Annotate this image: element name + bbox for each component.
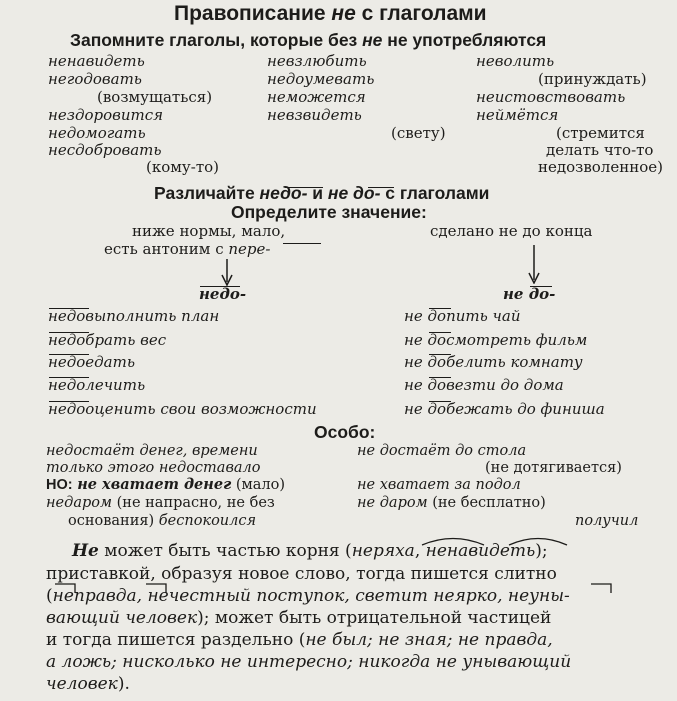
overline-mark: [429, 401, 451, 402]
remember-em: не: [362, 30, 383, 50]
root-arc-mark: [508, 536, 568, 546]
special-left-em: недаром: [46, 495, 113, 511]
remember-prefix: Запомните глаголы, которые без: [70, 30, 363, 50]
para-example: человек: [46, 674, 118, 694]
verb-item: негодовать: [48, 70, 142, 88]
special-right: [357, 496, 546, 511]
para-text: );: [535, 541, 548, 561]
special-heading: Особо:: [314, 422, 376, 442]
special-right: не хватает за подол: [357, 477, 521, 493]
title-prefix: Правописание: [174, 2, 332, 25]
verb-note: (кому-то): [146, 158, 220, 176]
verb-item: невзвидеть: [267, 106, 362, 124]
verb-item: неможется: [267, 88, 366, 106]
overline-mark: [429, 354, 451, 355]
prefix-ne-do-label: не до-: [327, 183, 381, 203]
verb-note: (возмущаться): [97, 88, 213, 106]
meaning-left-2-em: пере-: [228, 240, 271, 258]
overline-mark: [200, 286, 240, 287]
para-example: неправда, нечестный поступок, светит неярко, неуны-: [52, 586, 570, 606]
special-right-em: не даром: [357, 495, 428, 511]
special-left-note: (не напрасно, не без: [112, 495, 275, 511]
verb-item: недомогать: [48, 124, 146, 142]
para-text: (: [46, 586, 53, 606]
para-text: ); может быть отрицательной частицей: [197, 608, 552, 628]
example-right: не досмотреть фильм: [404, 331, 588, 349]
para-example: неряха: [351, 541, 415, 561]
special-left-em: не хватает денег: [77, 476, 232, 493]
page-title: [174, 3, 487, 24]
overline-mark: [530, 286, 552, 287]
special-right: не достаёт до стола: [357, 443, 527, 459]
para-text: и тогда пишется раздельно (: [46, 630, 306, 650]
overline-mark: [429, 377, 451, 378]
title-suffix: с глаголами: [355, 2, 487, 25]
para-text: ,: [414, 541, 426, 561]
prefix-mark: [590, 582, 612, 594]
prefix-mark: [54, 582, 76, 594]
paragraph-line: [46, 610, 551, 627]
para-example: вающий человек: [46, 608, 198, 628]
distinguish-mid: и: [307, 183, 328, 203]
verb-item: неистовствовать: [476, 88, 626, 106]
meaning-right: сделано не до конца: [430, 222, 593, 240]
overline-mark: [368, 187, 394, 188]
example-right: не добелить комнату: [404, 353, 583, 371]
verb-item: неволить: [476, 52, 555, 70]
overline-mark: [49, 401, 89, 402]
head-nedo: недо-: [199, 285, 247, 303]
example-left: недобрать вес: [48, 331, 167, 349]
title-em: не: [331, 2, 356, 25]
overline-mark: [429, 332, 451, 333]
para-text: может быть частью корня (: [98, 541, 352, 561]
overline-mark: [429, 308, 451, 309]
para-text: ).: [117, 674, 130, 694]
meaning-left: ниже нормы, мало,: [132, 222, 286, 240]
special-right: (не дотягивается): [485, 460, 622, 476]
verb-item: ненавидеть: [48, 52, 145, 70]
distinguish-suffix: с глаголами: [380, 183, 490, 203]
distinguish-prefix: Различайте: [154, 183, 260, 203]
example-left: недолечить: [48, 376, 146, 394]
special-left-note: основания): [68, 513, 159, 529]
para-example: не был; не зная; не правда,: [305, 630, 553, 650]
arrow-down-icon: [220, 258, 234, 286]
verb-note: (свету): [391, 124, 446, 142]
special-left: [46, 478, 285, 493]
overline-mark: [283, 243, 321, 244]
verb-note: недозволенное): [538, 158, 663, 176]
special-left: недостаёт денег, времени: [46, 443, 258, 459]
root-arc-mark: [421, 536, 485, 546]
verb-item: недоумевать: [267, 70, 375, 88]
special-left: только этого недоставало: [46, 460, 261, 476]
overline-mark: [49, 377, 89, 378]
example-right: не добежать до финиша: [404, 400, 605, 418]
overline-mark: [49, 308, 89, 309]
verb-note: делать что-то: [546, 141, 654, 159]
verb-note: (стремится: [556, 124, 645, 142]
verb-note: (принуждать): [538, 70, 647, 88]
overline-mark: [285, 187, 323, 188]
remember-heading: [70, 32, 546, 50]
arrow-down-icon: [527, 244, 541, 284]
special-left-note: (мало): [231, 477, 286, 493]
paragraph-line: [46, 676, 130, 693]
special-left-em: беспокоился: [158, 513, 257, 529]
paragraph-line: [46, 632, 553, 649]
special-right-note: (не бесплатно): [427, 495, 546, 511]
example-left: недоедать: [48, 353, 136, 371]
verb-item: неймётся: [476, 106, 559, 124]
example-right: не допить чай: [404, 307, 521, 325]
paragraph-line: а ложь; нисколько не интересно; никогда не унывающий: [46, 652, 572, 672]
example-right: не довезти до дома: [404, 376, 564, 394]
special-left: [46, 496, 275, 511]
head-ne-do: не до-: [503, 285, 556, 303]
overline-mark: [49, 332, 89, 333]
para-em: Не: [72, 541, 99, 561]
define-heading: Определите значение:: [231, 202, 427, 222]
special-right: получил: [575, 513, 639, 529]
remember-suffix: не употребляются: [382, 30, 547, 50]
overline-mark: [49, 354, 89, 355]
example-left: недооценить свои возможности: [48, 400, 317, 418]
verb-item: несдобровать: [48, 141, 162, 159]
para-example: ненавидеть: [425, 541, 536, 561]
verb-item: нездоровится: [48, 106, 164, 124]
paragraph-line: приставкой, образуя новое слово, тогда пишется слитно: [46, 564, 557, 584]
special-left: [68, 514, 256, 529]
prefix-mark: [145, 582, 167, 594]
meaning-left-2-prefix: есть антоним с: [104, 240, 229, 258]
paragraph-line: [46, 588, 570, 605]
special-no-label: НО:: [46, 477, 73, 493]
example-left: недовыполнить план: [48, 307, 220, 325]
prefix-nedo-label: недо-: [259, 183, 308, 203]
meaning-left-2: [104, 242, 270, 257]
verb-item: невзлюбить: [267, 52, 367, 70]
